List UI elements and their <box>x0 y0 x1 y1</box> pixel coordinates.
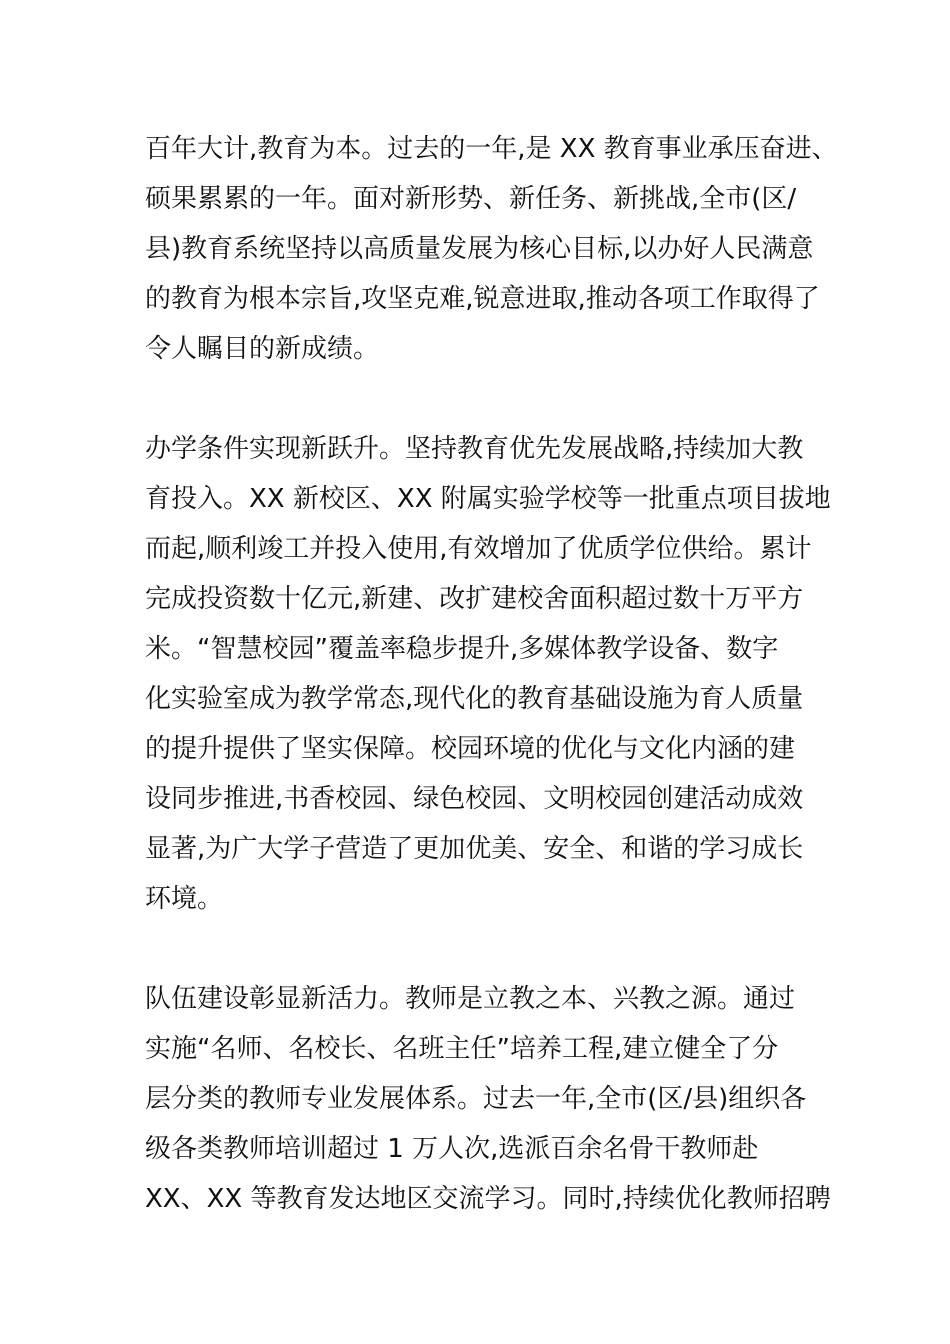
text-line: 级各类教师培训超过 1 万人次,选派百余名骨干教师赴 <box>145 1134 759 1164</box>
text-line: 队伍建设彰显新活力。教师是立教之本、兴教之源。通过 <box>145 984 796 1014</box>
paragraph-school-conditions <box>145 424 831 924</box>
text-line: 实施“名师、名校长、名班主任”培养工程,建立健全了分 <box>145 1034 779 1064</box>
text-line: 而起,顺利竣工并投入使用,有效增加了优质学位供给。累计 <box>145 534 812 564</box>
text-line: 设同步推进,书香校园、绿色校园、文明校园创建活动成效 <box>145 784 804 814</box>
text-line: 显著,为广大学子营造了更加优美、安全、和谐的学习成长 <box>145 834 804 864</box>
paragraph-spacer <box>145 924 815 974</box>
paragraph-teacher-team <box>145 974 831 1224</box>
paragraph-spacer <box>145 374 815 424</box>
text-line: XX、XX 等教育发达地区交流学习。同时,持续优化教师招聘 <box>145 1184 831 1214</box>
text-line: 百年大计,教育为本。过去的一年,是 XX 教育事业承压奋进、 <box>145 134 838 164</box>
text-line: 令人瞩目的新成绩。 <box>145 334 380 364</box>
text-line: 完成投资数十亿元,新建、改扩建校舍面积超过数十万平方 <box>145 584 804 614</box>
text-line: 米。“智慧校园”覆盖率稳步提升,多媒体教学设备、数字 <box>145 634 779 664</box>
text-line: 硕果累累的一年。面对新形势、新任务、新挑战,全市(区/ <box>145 184 797 214</box>
paragraph-intro <box>145 124 838 374</box>
text-line: 办学条件实现新跃升。坚持教育优先发展战略,持续加大教 <box>145 434 804 464</box>
text-line: 县)教育系统坚持以高质量发展为核心目标,以办好人民满意 <box>145 234 814 264</box>
text-line: 的教育为根本宗旨,攻坚克难,锐意进取,推动各项工作取得了 <box>145 284 820 314</box>
text-line: 环境。 <box>145 884 224 914</box>
text-line: 的提升提供了坚实保障。校园环境的优化与文化内涵的建 <box>145 734 796 764</box>
text-line: 化实验室成为教学常态,现代化的教育基础设施为育人质量 <box>145 684 804 714</box>
text-line: 育投入。XX 新校区、XX 附属实验学校等一批重点项目拔地 <box>145 484 831 514</box>
text-line: 层分类的教师专业发展体系。过去一年,全市(区/县)组织各 <box>145 1084 807 1114</box>
document-body <box>145 124 838 1224</box>
